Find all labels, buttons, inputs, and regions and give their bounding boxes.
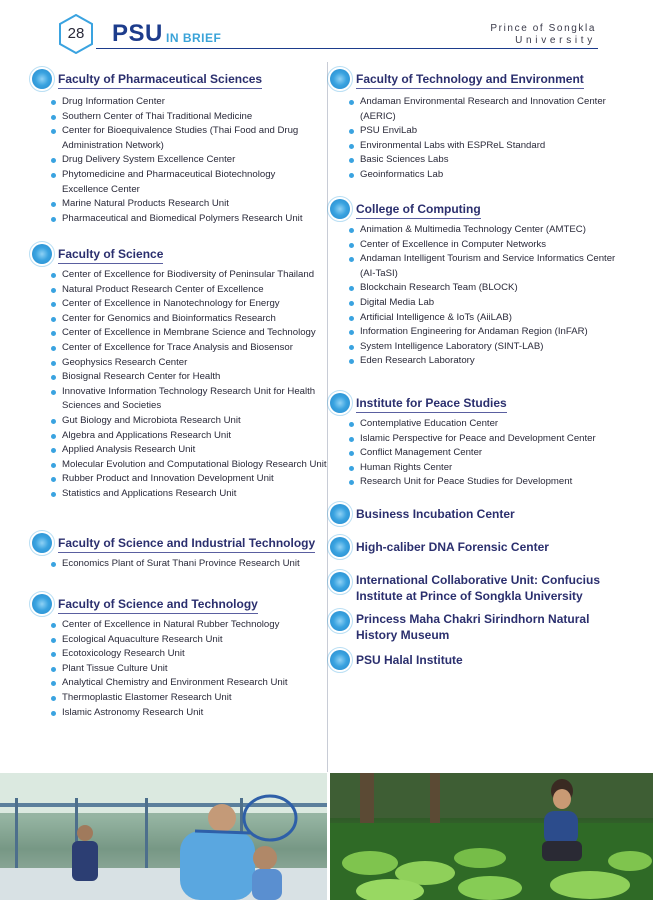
- list-item: Conflict Management Center: [349, 446, 632, 461]
- section-science-industrial-technology: [32, 533, 327, 569]
- badminton-photo: [0, 773, 327, 900]
- section-bullet-icon: [32, 244, 52, 264]
- university-name-line2: University: [515, 35, 596, 46]
- section-bullet-icon: [330, 611, 350, 631]
- list-item: Eden Research Laboratory: [349, 354, 632, 369]
- section-peace-studies: [330, 393, 630, 488]
- list-item: Center of Excellence in Computer Networks: [349, 238, 632, 253]
- section-science: [32, 244, 327, 499]
- section-dna-forensic: [330, 537, 630, 559]
- list-item: Ecological Aquaculture Research Unit: [51, 633, 327, 648]
- list-item: Geophysics Research Center: [51, 356, 327, 371]
- section-title: High-caliber DNA Forensic Center: [356, 540, 549, 554]
- list-item: Andaman Intelligent Tourism and Service Informatics Center (AI-TaSI): [349, 252, 632, 281]
- list-item: Drug Information Center: [51, 95, 321, 110]
- list-item: Islamic Astronomy Research Unit: [51, 706, 327, 721]
- section-halal-institute: [330, 650, 630, 672]
- page-number: 28: [67, 25, 85, 42]
- list-item: Gut Biology and Microbiota Research Unit: [51, 414, 327, 429]
- list-item: Research Unit for Peace Studies for Development: [349, 475, 632, 490]
- section-title: Princess Maha Chakri Sirindhorn Natural History Museum: [356, 612, 590, 642]
- list-item: Analytical Chemistry and Environment Research Unit: [51, 676, 327, 691]
- list-item: Innovative Information Technology Research Unit for Health Sciences and Societies: [51, 385, 327, 414]
- section-title: PSU Halal Institute: [356, 653, 463, 667]
- list-item: Ecotoxicology Research Unit: [51, 647, 327, 662]
- header-rule: [96, 48, 598, 49]
- list-item: Center for Bioequivalence Studies (Thai Food and Drug Administration Network): [51, 124, 321, 153]
- garden-photo: [330, 773, 653, 900]
- section-bullet-icon: [330, 572, 350, 592]
- list-item: Rubber Product and Innovation Development Unit: [51, 472, 327, 487]
- section-title: College of Computing: [356, 202, 481, 219]
- section-business-incubation: [330, 504, 630, 526]
- list-item: Marine Natural Products Research Unit: [51, 197, 321, 212]
- section-title: Faculty of Technology and Environment: [356, 72, 584, 89]
- list-item: Environmental Labs with ESPReL Standard: [349, 139, 632, 154]
- section-bullet-icon: [330, 199, 350, 219]
- list-item: System Intelligence Laboratory (SINT-LAB): [349, 340, 632, 355]
- section-technology-environment: [330, 69, 630, 180]
- list-item: Biosignal Research Center for Health: [51, 370, 327, 385]
- section-bullet-icon: [330, 69, 350, 89]
- section-confucius-institute: [330, 572, 630, 608]
- section-bullet-icon: [330, 650, 350, 670]
- section-title: Institute for Peace Studies: [356, 396, 507, 413]
- section-natural-history-museum: [330, 611, 630, 647]
- section-bullet-icon: [330, 504, 350, 524]
- list-item: Andaman Environmental Research and Innovation Center (AERIC): [349, 95, 632, 124]
- list-item: Pharmaceutical and Biomedical Polymers Research Unit: [51, 212, 321, 227]
- section-title: Faculty of Science: [58, 247, 163, 264]
- section-title: Business Incubation Center: [356, 507, 515, 521]
- brand-title: PSU: [112, 20, 163, 47]
- list-item: Plant Tissue Culture Unit: [51, 662, 327, 677]
- list-item: Algebra and Applications Research Unit: [51, 429, 327, 444]
- section-title: Faculty of Pharmaceutical Sciences: [58, 72, 262, 89]
- list-item: Applied Analysis Research Unit: [51, 443, 327, 458]
- list-item: Human Rights Center: [349, 461, 632, 476]
- list-item: Economics Plant of Surat Thani Province Research Unit: [51, 557, 327, 572]
- list-item: Geoinformatics Lab: [349, 168, 632, 183]
- section-pharmaceutical-sciences: [32, 69, 327, 224]
- list-item: Center of Excellence in Membrane Science and Technology: [51, 326, 327, 341]
- list-item: PSU EnviLab: [349, 124, 632, 139]
- list-item: Basic Sciences Labs: [349, 153, 632, 168]
- section-bullet-icon: [330, 393, 350, 413]
- section-bullet-icon: [330, 537, 350, 557]
- section-bullet-icon: [32, 594, 52, 614]
- list-item: Center for Genomics and Bioinformatics Research: [51, 312, 327, 327]
- section-bullet-icon: [32, 533, 52, 553]
- list-item: Information Engineering for Andaman Region (InFAR): [349, 325, 632, 340]
- list-item: Drug Delivery System Excellence Center: [51, 153, 321, 168]
- list-item: Center of Excellence for Trace Analysis and Biosensor: [51, 341, 327, 356]
- list-item: Blockchain Research Team (BLOCK): [349, 281, 632, 296]
- list-item: Natural Product Research Center of Excellence: [51, 283, 327, 298]
- list-item: Islamic Perspective for Peace and Development Center: [349, 432, 632, 447]
- list-item: Center of Excellence for Biodiversity of Peninsular Thailand: [51, 268, 327, 283]
- brand-subtitle: IN BRIEF: [166, 31, 222, 45]
- section-college-of-computing: [330, 199, 630, 367]
- university-name-line1: Prince of Songkla: [490, 23, 596, 34]
- section-title: International Collaborative Unit: Confucius Institute at Prince of Songkla University: [356, 573, 601, 603]
- list-item: Contemplative Education Center: [349, 417, 632, 432]
- list-item: Center of Excellence in Natural Rubber Technology: [51, 618, 327, 633]
- section-title: Faculty of Science and Technology: [58, 597, 258, 614]
- section-science-technology: [32, 594, 327, 718]
- section-title: Faculty of Science and Industrial Technology: [58, 536, 315, 553]
- list-item: Southern Center of Thai Traditional Medicine: [51, 110, 321, 125]
- photo-strip: [0, 773, 653, 900]
- list-item: Animation & Multimedia Technology Center (AMTEC): [349, 223, 632, 238]
- section-bullet-icon: [32, 69, 52, 89]
- list-item: Center of Excellence in Nanotechnology for Energy: [51, 297, 327, 312]
- list-item: Thermoplastic Elastomer Research Unit: [51, 691, 327, 706]
- list-item: Phytomedicine and Pharmaceutical Biotechnology Excellence Center: [51, 168, 321, 197]
- list-item: Digital Media Lab: [349, 296, 632, 311]
- list-item: Artificial Intelligence & IoTs (AiiLAB): [349, 311, 632, 326]
- list-item: Statistics and Applications Research Unit: [51, 487, 327, 502]
- list-item: Molecular Evolution and Computational Biology Research Unit: [51, 458, 327, 473]
